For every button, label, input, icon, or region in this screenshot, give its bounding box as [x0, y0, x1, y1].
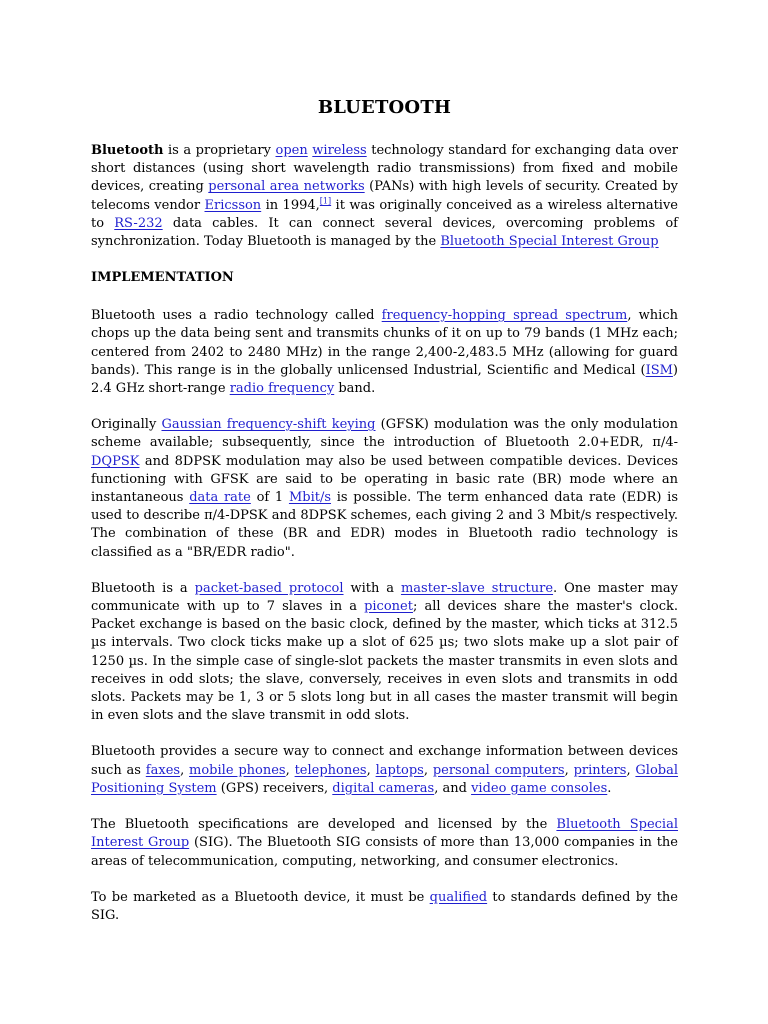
- devices-text-2: (GPS) receivers,: [216, 780, 333, 796]
- devices-separator: ,: [626, 762, 636, 778]
- devices-paragraph: [91, 743, 678, 798]
- link-laptops[interactable]: laptops: [375, 762, 424, 778]
- specs-text-2: (SIG). The Bluetooth SIG consists of more than 13,000 companies in the areas of telecommunication, computing, networking, and consumer electronics.: [91, 835, 679, 869]
- devices-separator: ,: [423, 762, 433, 778]
- link-wireless[interactable]: wireless: [312, 143, 367, 158]
- devices-separator: ,: [564, 762, 574, 778]
- intro-text-2: technology standard for exchanging data over short distances (using short wavelength radio transmissions) from fixed and mobile devices, creating: [91, 143, 678, 195]
- market-paragraph: [91, 889, 678, 925]
- link-video-game-consoles[interactable]: video game consoles: [471, 780, 608, 796]
- link-dqpsk[interactable]: DQPSK: [91, 453, 140, 469]
- radio-text-4: band.: [334, 381, 376, 397]
- link-printers[interactable]: printers: [573, 762, 627, 778]
- specs-paragraph: [91, 816, 678, 871]
- document-page: [91, 94, 678, 943]
- link-personal-computers[interactable]: personal computers: [432, 762, 565, 778]
- radio-text-3: ) 2.4 GHz short-range: [91, 362, 678, 397]
- intro-text-5: it was originally conceived as a wireless alternative to: [91, 197, 678, 231]
- market-text-2: to standards defined by the SIG.: [91, 889, 678, 923]
- packet-text-3: . One master may communicate with up to 7 slaves in a: [91, 580, 678, 615]
- modulation-paragraph: [91, 416, 678, 562]
- reference-1-link[interactable]: [1]: [319, 196, 332, 206]
- bluetooth-bold-term: Bluetooth: [91, 143, 164, 158]
- link-frequency-hopping[interactable]: frequency-hopping spread spectrum: [381, 308, 628, 324]
- link-faxes[interactable]: faxes: [145, 762, 181, 778]
- market-text-1: To be marketed as a Bluetooth device, it must be: [91, 889, 430, 905]
- link-rs-232[interactable]: RS-232: [114, 215, 163, 231]
- devices-separator: ,: [180, 762, 190, 778]
- link-piconet[interactable]: piconet: [364, 599, 413, 615]
- devices-text-4: .: [607, 780, 612, 796]
- devices-separator: ,: [366, 762, 376, 778]
- implementation-heading: IMPLEMENTATION: [91, 270, 234, 286]
- link-master-slave[interactable]: master-slave structure: [400, 580, 554, 596]
- link-gps[interactable]: Global Positioning System: [91, 762, 679, 796]
- devices-text-3: , and: [434, 780, 472, 796]
- link-ericsson[interactable]: Ericsson: [204, 197, 262, 213]
- link-data-rate[interactable]: data rate: [189, 490, 251, 506]
- radio-paragraph: [91, 307, 678, 398]
- radio-text-2: , which chops up the data being sent and transmits chunks of it on up to 79 bands (1 MHz each; centered from 2402 to 2480 MHz) in the range 2,400-2,483.5 MHz (allowing for guard bands). This range is in the globally unlicensed Industrial, Scientific and Medical (: [91, 308, 678, 378]
- modulation-text-4: of 1: [250, 490, 289, 506]
- intro-paragraph: [91, 142, 678, 251]
- link-bluetooth-sig-2[interactable]: Bluetooth Special Interest Group: [91, 817, 679, 851]
- link-radio-frequency[interactable]: radio frequency: [229, 381, 335, 397]
- intro-text-1: is a proprietary: [163, 143, 276, 158]
- link-mbits[interactable]: Mbit/s: [288, 490, 332, 506]
- packet-text-2: with a: [343, 580, 401, 596]
- specs-text-1: The Bluetooth specifications are developed and licensed by the: [91, 817, 557, 833]
- modulation-text-3: and 8DPSK modulation may also be used between compatible devices. Devices functioning with GFSK are said to be operating in basic rate (BR) mode where an instantaneous: [91, 453, 678, 506]
- link-telephones[interactable]: telephones: [294, 762, 367, 778]
- link-ism[interactable]: ISM: [645, 362, 673, 378]
- link-gfsk[interactable]: Gaussian frequency-shift keying: [161, 417, 376, 433]
- modulation-text-5: is possible. The term enhanced data rate (EDR) is used to describe π/4-DPSK and 8DPSK schemes, each giving 2 and 3 Mbit/s respectively. The combination of these (BR and EDR) modes in Bluetooth radio technology is classified as a "BR/EDR radio".: [91, 490, 678, 560]
- link-digital-cameras[interactable]: digital cameras: [332, 780, 435, 796]
- packet-text-4: ; all devices share the master's clock. Packet exchange is based on the basic clock, defined by the master, which ticks at 312.5 µs intervals. Two clock ticks make up a slot of 625 µs; two slots make up a slot pair of 1250 µs. In the simple case of single-slot packets the master transmits in even slots and receives in odd slots; the slave, conversely, receives in even slots and transmits in odd slots. Packets may be 1, 3 or 5 slots long but in all cases the master transmit will begin in even slots and the slave transmit in odd slots.: [91, 599, 678, 724]
- link-personal-area-networks[interactable]: personal area networks: [208, 179, 365, 195]
- devices-separator: ,: [285, 762, 295, 778]
- intro-text-6: data cables. It can connect several devices, overcoming problems of synchronization. Today Bluetooth is managed by the: [91, 215, 678, 250]
- link-qualified[interactable]: qualified: [429, 889, 488, 905]
- link-mobile-phones[interactable]: mobile phones: [189, 762, 286, 778]
- link-packet-based-protocol[interactable]: packet-based protocol: [194, 580, 344, 596]
- modulation-text-2: (GFSK) modulation was the only modulation scheme available; subsequently, since the introduction of Bluetooth 2.0+EDR, π/4-: [91, 417, 678, 451]
- link-open[interactable]: open: [275, 143, 308, 158]
- document-title: BLUETOOTH: [317, 97, 452, 118]
- radio-text-1: Bluetooth uses a radio technology called: [91, 308, 382, 324]
- intro-text-4: in 1994,: [261, 197, 320, 213]
- packet-text-1: Bluetooth is a: [91, 580, 195, 596]
- packet-paragraph: [91, 580, 678, 726]
- intro-text-3: (PANs) with high levels of security. Created by telecoms vendor: [91, 179, 678, 213]
- link-bluetooth-sig[interactable]: Bluetooth Special Interest Group: [440, 234, 659, 250]
- devices-text-1: Bluetooth provides a secure way to connect and exchange information between devices such as: [91, 744, 678, 778]
- modulation-text-1: Originally: [91, 417, 162, 433]
